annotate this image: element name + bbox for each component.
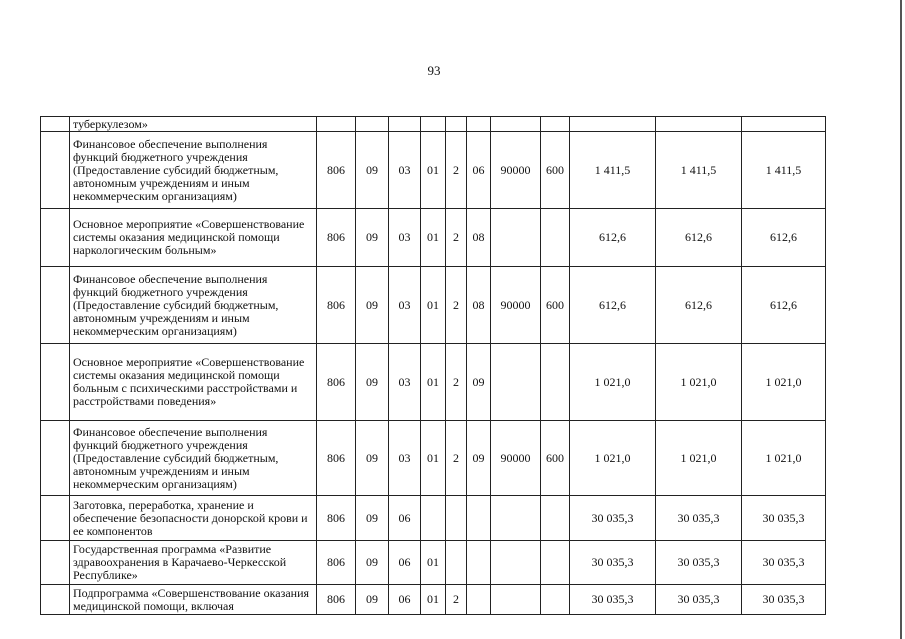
row-index-cell [41, 541, 70, 585]
subprogram-code-cell [446, 496, 467, 541]
page-bottom-margin [0, 615, 905, 639]
subprogram-code-cell: 2 [446, 421, 467, 496]
expense-type-cell [541, 117, 570, 132]
admin-code-cell [317, 117, 356, 132]
subprogram-code-cell [446, 117, 467, 132]
event-code-cell [467, 541, 491, 585]
row-index-cell [41, 344, 70, 421]
amount-year3-cell: 1 411,5 [742, 132, 826, 209]
subsection-code-cell: 03 [389, 421, 421, 496]
event-code-cell: 09 [467, 421, 491, 496]
subsection-code-cell: 03 [389, 344, 421, 421]
event-code-cell: 06 [467, 132, 491, 209]
direction-code-cell [491, 496, 541, 541]
amount-year2-cell: 30 035,3 [656, 585, 742, 615]
expense-type-cell: 600 [541, 132, 570, 209]
direction-code-cell [491, 117, 541, 132]
program-code-cell: 01 [421, 585, 446, 615]
row-index-cell [41, 421, 70, 496]
amount-year3-cell [742, 117, 826, 132]
expense-type-cell [541, 496, 570, 541]
amount-year2-cell: 612,6 [656, 267, 742, 344]
amount-year1-cell [570, 117, 656, 132]
section-code-cell: 09 [356, 209, 389, 267]
direction-code-cell [491, 585, 541, 615]
subsection-code-cell: 03 [389, 132, 421, 209]
row-name-cell: Подпрограмма «Совершенствование оказания медицинской помощи, включая [70, 585, 317, 615]
expense-type-cell [541, 585, 570, 615]
program-code-cell: 01 [421, 421, 446, 496]
direction-code-cell: 90000 [491, 132, 541, 209]
subsection-code-cell [389, 117, 421, 132]
section-code-cell: 09 [356, 541, 389, 585]
expense-type-cell [541, 541, 570, 585]
row-index-cell [41, 209, 70, 267]
program-code-cell: 01 [421, 267, 446, 344]
direction-code-cell: 90000 [491, 267, 541, 344]
event-code-cell: 08 [467, 267, 491, 344]
table-row [41, 344, 826, 421]
event-code-cell [467, 496, 491, 541]
program-code-cell: 01 [421, 344, 446, 421]
subsection-code-cell: 06 [389, 496, 421, 541]
program-code-cell: 01 [421, 132, 446, 209]
program-code-cell [421, 117, 446, 132]
subprogram-code-cell [446, 541, 467, 585]
section-code-cell: 09 [356, 344, 389, 421]
expense-type-cell: 600 [541, 421, 570, 496]
page-edge-line [900, 0, 902, 639]
event-code-cell [467, 585, 491, 615]
table-row [41, 421, 826, 496]
amount-year3-cell: 612,6 [742, 209, 826, 267]
section-code-cell: 09 [356, 496, 389, 541]
page-number: 93 [427, 63, 441, 78]
row-name-cell: туберкулезом» [70, 117, 317, 132]
subprogram-code-cell: 2 [446, 132, 467, 209]
subprogram-code-cell: 2 [446, 344, 467, 421]
admin-code-cell: 806 [317, 496, 356, 541]
direction-code-cell [491, 209, 541, 267]
row-index-cell [41, 132, 70, 209]
row-index-cell [41, 496, 70, 541]
table-row [41, 496, 826, 541]
table-row [41, 585, 826, 615]
direction-code-cell: 90000 [491, 421, 541, 496]
amount-year3-cell: 30 035,3 [742, 541, 826, 585]
admin-code-cell: 806 [317, 421, 356, 496]
row-name-cell: Заготовка, переработка, хранение и обеспечение безопасности донорской крови и ее компонентов [70, 496, 317, 541]
admin-code-cell: 806 [317, 209, 356, 267]
amount-year2-cell: 30 035,3 [656, 496, 742, 541]
event-code-cell: 08 [467, 209, 491, 267]
program-code-cell: 01 [421, 209, 446, 267]
subprogram-code-cell: 2 [446, 209, 467, 267]
table-row [41, 117, 826, 132]
amount-year2-cell: 1 411,5 [656, 132, 742, 209]
subsection-code-cell: 03 [389, 209, 421, 267]
expense-type-cell [541, 344, 570, 421]
direction-code-cell [491, 344, 541, 421]
amount-year1-cell: 612,6 [570, 209, 656, 267]
expense-type-cell [541, 209, 570, 267]
admin-code-cell: 806 [317, 344, 356, 421]
table-row [41, 209, 826, 267]
section-code-cell: 09 [356, 267, 389, 344]
event-code-cell [467, 117, 491, 132]
row-name-cell: Основное мероприятие «Совершенствование системы оказания медицинской помощи больным с психическими расстройствами и расстройствами поведения» [70, 344, 317, 421]
amount-year3-cell: 30 035,3 [742, 585, 826, 615]
amount-year2-cell: 612,6 [656, 209, 742, 267]
row-name-cell: Финансовое обеспечение выполнения функций бюджетного учреждения (Предоставление субсидий бюджетным, автономным учреждениям и иным некоммерческим организациям) [70, 267, 317, 344]
amount-year3-cell: 612,6 [742, 267, 826, 344]
amount-year1-cell: 1 411,5 [570, 132, 656, 209]
budget-table [40, 116, 826, 615]
event-code-cell: 09 [467, 344, 491, 421]
admin-code-cell: 806 [317, 132, 356, 209]
amount-year2-cell: 1 021,0 [656, 344, 742, 421]
table-row [41, 132, 826, 209]
admin-code-cell: 806 [317, 541, 356, 585]
amount-year1-cell: 1 021,0 [570, 344, 656, 421]
expense-type-cell: 600 [541, 267, 570, 344]
row-index-cell [41, 585, 70, 615]
amount-year2-cell: 30 035,3 [656, 541, 742, 585]
table-row [41, 541, 826, 585]
table-row [41, 267, 826, 344]
row-index-cell [41, 267, 70, 344]
subsection-code-cell: 06 [389, 585, 421, 615]
amount-year3-cell: 30 035,3 [742, 496, 826, 541]
amount-year3-cell: 1 021,0 [742, 421, 826, 496]
amount-year1-cell: 612,6 [570, 267, 656, 344]
subprogram-code-cell: 2 [446, 585, 467, 615]
program-code-cell [421, 496, 446, 541]
row-name-cell: Основное мероприятие «Совершенствование системы оказания медицинской помощи наркологическим больным» [70, 209, 317, 267]
amount-year2-cell [656, 117, 742, 132]
row-index-cell [41, 117, 70, 132]
amount-year1-cell: 30 035,3 [570, 496, 656, 541]
program-code-cell: 01 [421, 541, 446, 585]
row-name-cell: Финансовое обеспечение выполнения функций бюджетного учреждения (Предоставление субсидий бюджетным, автономным учреждениям и иным некоммерческим организациям) [70, 132, 317, 209]
admin-code-cell: 806 [317, 585, 356, 615]
admin-code-cell: 806 [317, 267, 356, 344]
amount-year1-cell: 30 035,3 [570, 585, 656, 615]
subsection-code-cell: 06 [389, 541, 421, 585]
subsection-code-cell: 03 [389, 267, 421, 344]
subprogram-code-cell: 2 [446, 267, 467, 344]
section-code-cell: 09 [356, 421, 389, 496]
section-code-cell: 09 [356, 585, 389, 615]
row-name-cell: Государственная программа «Развитие здравоохранения в Карачаево-Черкесской Республике» [70, 541, 317, 585]
amount-year2-cell: 1 021,0 [656, 421, 742, 496]
section-code-cell [356, 117, 389, 132]
row-name-cell: Финансовое обеспечение выполнения функций бюджетного учреждения (Предоставление субсидий бюджетным, автономным учреждениям и иным некоммерческим организациям) [70, 421, 317, 496]
section-code-cell: 09 [356, 132, 389, 209]
direction-code-cell [491, 541, 541, 585]
amount-year1-cell: 1 021,0 [570, 421, 656, 496]
amount-year1-cell: 30 035,3 [570, 541, 656, 585]
amount-year3-cell: 1 021,0 [742, 344, 826, 421]
